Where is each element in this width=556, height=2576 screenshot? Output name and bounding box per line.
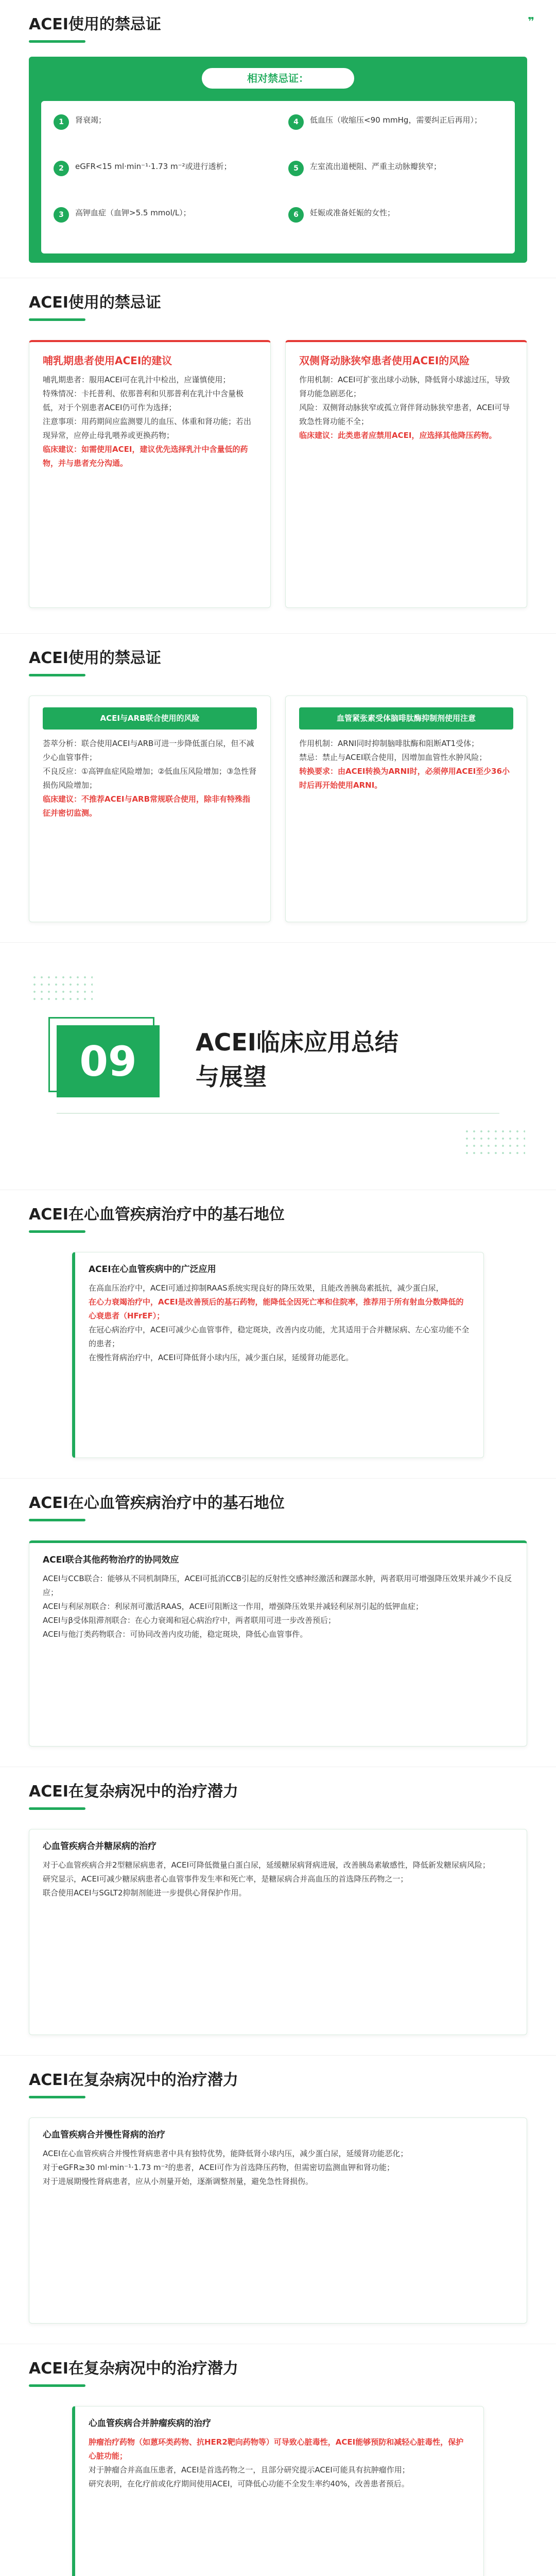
slide-cornerstone-2 xyxy=(0,1479,556,1767)
list-item: 5 左室流出道梗阻、严重主动脉瓣狭窄； xyxy=(288,161,505,176)
card-line: ACEI与β受体阻滞剂联合：在心力衰竭和冠心病治疗中，两者联用可进一步改善预后； xyxy=(43,1615,336,1625)
title-underline xyxy=(29,318,85,321)
card-line: ACEI与利尿剂联合：利尿剂可激活RAAS，ACEI可阻断这一作用，增强降压效果并减轻利尿剂引起的低钾血症； xyxy=(43,1601,424,1611)
panel-title: 相对禁忌证： xyxy=(201,67,355,90)
title-underline xyxy=(29,1230,85,1233)
list-item: 3 高钾血症（血钾>5.5 mmol/L）； xyxy=(54,207,270,223)
item-number: 6 xyxy=(288,207,304,223)
card-line: 哺乳期患者：服用ACEI可在乳汁中检出，应谨慎使用； xyxy=(43,375,231,384)
item-number: 5 xyxy=(288,161,304,176)
content-card xyxy=(29,1829,527,2035)
item-number: 2 xyxy=(54,161,69,176)
card-title: 双侧肾动脉狭窄患者使用ACEI的风险 xyxy=(299,354,470,367)
card-line: 作用机制：ARNI同时抑制脑啡肽酶和阻断AT1受体； xyxy=(299,739,479,748)
card-line: 风险：双侧肾动脉狭窄或孤立肾伴肾动脉狭窄患者，ACEI可导致急性肾功能不全； xyxy=(299,403,510,426)
list-item: 4 低血压（收缩压<90 mmHg，需要纠正后再用）； xyxy=(288,114,505,130)
card-line: 在冠心病治疗中，ACEI可减少心血管事件，稳定斑块，改善内皮功能，尤其适用于合并糖尿病、左心室功能不全的患者； xyxy=(89,1325,470,1348)
card-title: ACEI在心血管疾病中的广泛应用 xyxy=(89,1264,216,1275)
dot-grid-decoration xyxy=(31,974,93,1005)
content-card xyxy=(29,2117,527,2324)
page-title: ACEI使用的禁忌证 xyxy=(29,15,161,33)
card-acei-arb xyxy=(29,696,271,922)
card-title: 心血管疾病合并糖尿病的治疗 xyxy=(43,1841,157,1852)
card-line: 在心力衰竭治疗中，ACEI是改善预后的基石药物，能降低全因死亡率和住院率，推荐用于所有射血分数降低的心衰患者（HFrEF）； xyxy=(89,1297,464,1320)
slide-complex-2 xyxy=(0,2056,556,2344)
card-line: 临床建议：如需使用ACEI，建议优先选择乳汁中含量低的药物，并与患者充分沟通。 xyxy=(43,445,248,468)
card-line: 不良反应：①高钾血症风险增加；②低血压风险增加；③急性肾损伤风险增加； xyxy=(43,767,257,790)
slide-cornerstone-1 xyxy=(0,1190,556,1479)
card-line: 研究显示，ACEI可减少糖尿病患者心血管事件发生率和死亡率，是糖尿病合并高血压的首选降压药物之一； xyxy=(43,1874,408,1884)
divider-line xyxy=(57,1113,499,1114)
card-title: 心血管疾病合并慢性肾病的治疗 xyxy=(43,2130,165,2140)
card-line: 临床建议：此类患者应禁用ACEI，应选择其他降压药物。 xyxy=(299,431,497,440)
item-number: 3 xyxy=(54,207,69,223)
item-number: 4 xyxy=(288,114,304,130)
card-header: ACEI与ARB联合使用的风险 xyxy=(43,707,257,730)
list-item: 1 肾衰竭； xyxy=(54,114,270,130)
card-line: 联合使用ACEI与SGLT2抑制剂能进一步提供心肾保护作用。 xyxy=(43,1888,247,1897)
title-underline xyxy=(29,2384,85,2387)
slide-contraindications-2 xyxy=(0,278,556,634)
title-underline xyxy=(29,40,85,43)
card-line: ACEI与他汀类药物联合：可协同改善内皮功能，稳定斑块，降低心血管事件。 xyxy=(43,1629,308,1639)
card-line: ACEI在心血管疾病合并慢性肾病患者中具有独特优势，能降低肾小球内压，减少蛋白尿，延缓肾功能恶化； xyxy=(43,2148,408,2158)
card-title: 心血管疾病合并肿瘤疾病的治疗 xyxy=(89,2418,211,2429)
section-divider xyxy=(0,943,556,1190)
page-title: ACEI在复杂病况中的治疗潜力 xyxy=(29,2360,238,2378)
card-line: 肿瘤治疗药物（如蒽环类药物、抗HER2靶向药物等）可导致心脏毒性，ACEI能够预防和减轻心脏毒性，保护心脏功能； xyxy=(89,2437,464,2461)
card-line: 作用机制：ACEI可扩张出球小动脉，降低肾小球滤过压，导致肾功能急剧恶化； xyxy=(299,375,510,398)
card-line: 对于肿瘤合并高血压患者，ACEI是首选药物之一，且部分研究提示ACEI可能具有抗肿瘤作用； xyxy=(89,2465,410,2475)
card-line: ACEI与CCB联合：能够从不同机制降压，ACEI可抵消CCB引起的反射性交感神经激活和踝部水肿，两者联用可增强降压效果并减少不良反应； xyxy=(43,1573,512,1597)
item-number: 1 xyxy=(54,114,69,130)
dot-grid-decoration xyxy=(463,1128,525,1159)
slide-complex-1 xyxy=(0,1767,556,2056)
title-underline xyxy=(29,674,85,676)
page-title: ACEI在心血管疾病治疗中的基石地位 xyxy=(29,1494,285,1512)
card-line: 对于eGFR≥30 ml·min⁻¹·1.73 m⁻²的患者，ACEI可作为首选降压药物，但需密切监测血钾和肾功能； xyxy=(43,2162,394,2172)
items-area xyxy=(41,101,515,253)
card-line: 荟萃分析：联合使用ACEI与ARB可进一步降低蛋白尿，但不减少心血管事件； xyxy=(43,739,254,762)
content-card xyxy=(72,1252,484,1458)
card-line: 禁忌：禁止与ACEI联合使用，因增加血管性水肿风险； xyxy=(299,753,487,762)
page-title: ACEI使用的禁忌证 xyxy=(29,649,161,667)
card-line: 注意事项：用药期间应监测婴儿的血压、体重和肾功能；若出现异常，应停止母乳喂养或更换药物； xyxy=(43,417,252,440)
slide-complex-3 xyxy=(0,2344,556,2576)
card-lactation xyxy=(29,340,271,608)
card-line: 对于心血管疾病合并2型糖尿病患者，ACEI可降低微量白蛋白尿，延缓糖尿病肾病进展，改善胰岛素敏感性，降低新发糖尿病风险； xyxy=(43,1860,490,1870)
list-item: 2 eGFR<15 ml·min⁻¹·1.73 m⁻²或进行透析； xyxy=(54,161,270,176)
slide-contraindications-3 xyxy=(0,634,556,943)
page-title: ACEI在复杂病况中的治疗潜力 xyxy=(29,2071,238,2089)
quote-mark-icon: ❞ xyxy=(528,15,535,28)
list-item: 6 妊娠或准备妊娠的女性； xyxy=(288,207,505,223)
title-underline xyxy=(29,1807,85,1810)
card-arni xyxy=(285,696,527,922)
page-title: ACEI在复杂病况中的治疗潜力 xyxy=(29,1783,238,1801)
title-underline xyxy=(29,2096,85,2098)
card-title: 哺乳期患者使用ACEI的建议 xyxy=(43,354,172,367)
card-title: ACEI联合其他药物治疗的协同效应 xyxy=(43,1555,179,1565)
card-line: 临床建议：不推荐ACEI与ARB常规联合使用，除非有特殊指征并密切监测。 xyxy=(43,794,251,818)
card-line: 在高血压治疗中，ACEI可通过抑制RAAS系统实现良好的降压效果，且能改善胰岛素抵抗，减少蛋白尿， xyxy=(89,1283,444,1293)
content-card xyxy=(29,1540,527,1747)
slide-contraindications-1 xyxy=(0,0,556,278)
page-title: ACEI使用的禁忌证 xyxy=(29,294,161,312)
page-title: ACEI在心血管疾病治疗中的基石地位 xyxy=(29,1206,285,1224)
content-card xyxy=(72,2406,484,2576)
card-line: 特殊情况：卡托普利、依那普利和贝那普利在乳汁中含量极低，对于个别患者ACEI仍可作为选择； xyxy=(43,389,244,412)
title-underline xyxy=(29,1519,85,1521)
card-header: 血管紧张素受体脑啡肽酶抑制剂使用注意 xyxy=(299,707,513,730)
card-renal-stenosis xyxy=(285,340,527,608)
section-title: ACEI临床应用总结 与展望 xyxy=(196,1028,398,1091)
card-line: 对于进展期慢性肾病患者，应从小剂量开始，逐渐调整剂量，避免急性肾损伤。 xyxy=(43,2176,314,2186)
card-line: 研究表明，在化疗前或化疗期间使用ACEI，可降低心功能不全发生率约40%，改善患者预后。 xyxy=(89,2479,409,2488)
card-line: 转换要求：由ACEI转换为ARNI时，必须停用ACEI至少36小时后再开始使用ARNI。 xyxy=(299,767,510,790)
section-number: 09 xyxy=(57,1025,160,1097)
card-line: 在慢性肾病治疗中，ACEI可降低肾小球内压，减少蛋白尿，延缓肾功能恶化。 xyxy=(89,1352,354,1362)
